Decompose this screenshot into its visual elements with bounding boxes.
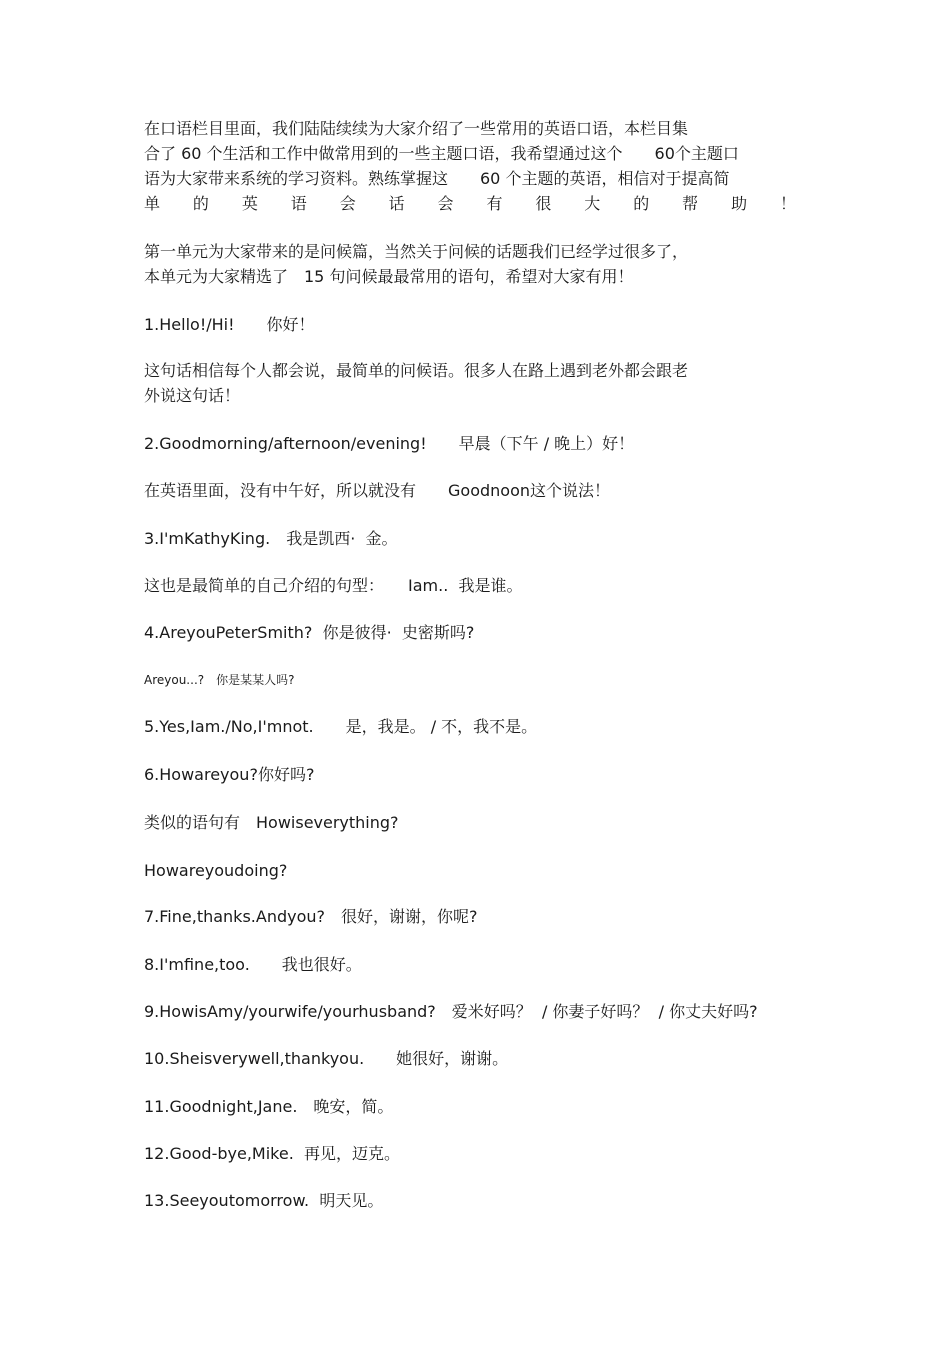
- explanation-line: Areyou...? 你是某某人吗?: [144, 673, 295, 687]
- phrase-item: 13.Seeyoutomorrow. 明天见。: [144, 1191, 384, 1210]
- explanation-line: 在英语里面，没有中午好，所以就没有 Goodnoon这个说法！: [144, 481, 610, 500]
- phrase-item: 3.I'mKathyKing. 我是凯西· 金。: [144, 529, 398, 548]
- phrase-item: 10.Sheisverywell,thankyou. 她很好，谢谢。: [144, 1049, 509, 1068]
- phrase-item: 2.Goodmorning/afternoon/evening! 早晨（下午 / 晚上）好！: [144, 434, 635, 453]
- phrase-item: 1.Hello!/Hi! 你好！: [144, 315, 315, 334]
- intro-char: 的: [633, 194, 650, 213]
- intro-line-1: 在口语栏目里面，我们陆陆续续为大家介绍了一些常用的英语口语，本栏目集: [144, 119, 689, 138]
- phrase-item: 4.AreyouPeterSmith? 你是彼得· 史密斯吗?: [144, 623, 475, 642]
- intro-line-3: 语为大家带来系统的学习资料。熟练掌握这 60 个主题的英语，相信对于提高简: [144, 169, 730, 188]
- explanation-line: Howareyoudoing?: [144, 861, 288, 880]
- explanation-line: 类似的语句有 Howiseverything?: [144, 813, 399, 832]
- intro-char: ！: [779, 194, 796, 213]
- phrase-item: 11.Goodnight,Jane. 晚安，简。: [144, 1097, 394, 1116]
- phrase-item: 6.Howareyou?你好吗?: [144, 765, 315, 784]
- intro-line-2: 合了 60 个生活和工作中做常用到的一些主题口语，我希望通过这个 60个主题口: [144, 144, 739, 163]
- phrase-item: 9.HowisAmy/yourwife/yourhusband? 爱米好吗？ / 你妻子好吗？ / 你丈夫好吗?: [144, 1002, 758, 1021]
- unit-intro-line-2: 本单元为大家精选了 15 句问候最最常用的语句，希望对大家有用！: [144, 267, 634, 286]
- intro-char: 会: [339, 194, 356, 213]
- intro-char: 会: [437, 194, 454, 213]
- phrase-item: 7.Fine,thanks.Andyou? 很好，谢谢，你呢?: [144, 907, 478, 926]
- intro-char: 的: [192, 194, 209, 213]
- intro-char: 有: [486, 194, 503, 213]
- intro-char: 很: [535, 194, 552, 213]
- intro-char: 帮: [682, 194, 699, 213]
- phrase-item: 12.Good-bye,Mike. 再见，迈克。: [144, 1144, 400, 1163]
- intro-char: 语: [290, 194, 307, 213]
- explanation-line: 这也是最简单的自己介绍的句型： Iam.. 我是谁。: [144, 576, 523, 595]
- intro-char: 助: [731, 194, 748, 213]
- phrase-item: 5.Yes,Iam./No,I'mnot. 是，我是。 / 不，我不是。: [144, 717, 538, 736]
- phrase-item: 8.I'mfine,too. 我也很好。: [144, 955, 362, 974]
- explanation-line: 这句话相信每个人都会说，最简单的问候语。很多人在路上遇到老外都会跟老: [144, 361, 689, 380]
- intro-char: 单: [144, 194, 161, 213]
- intro-char: 话: [388, 194, 405, 213]
- explanation-line: 外说这句话！: [144, 386, 241, 405]
- intro-line-4: [144, 193, 796, 215]
- intro-char: 大: [584, 194, 601, 213]
- intro-char: 英: [241, 194, 258, 213]
- unit-intro-line-1: 第一单元为大家带来的是问候篇，当然关于问候的话题我们已经学过很多了，: [144, 242, 689, 261]
